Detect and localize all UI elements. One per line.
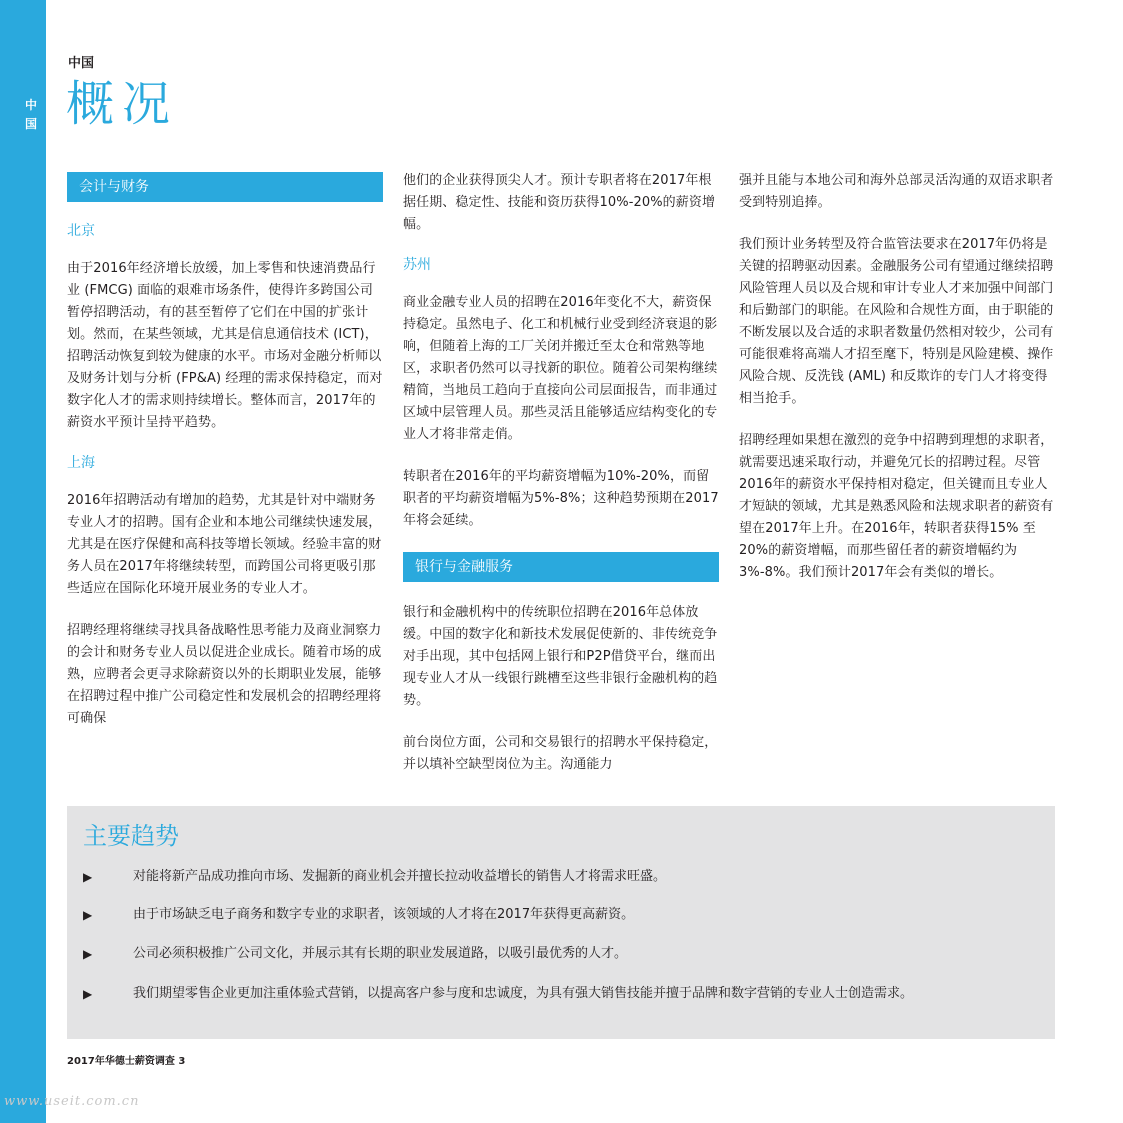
paragraph-continued: 他们的企业获得顶尖人才。预计专职者将在2017年根据任期、稳定性、技能和资历获得10%-20%的薪资增幅。 — [403, 173, 716, 232]
subheading-beijing: 北京 — [67, 223, 95, 239]
trend-text: 对能将新产品成功推向市场、发掘新的商业机会并擅长拉动收益增长的销售人才将需求旺盛。 — [133, 869, 667, 884]
trend-text: 我们期望零售企业更加注重体验式营销，以提高客户参与度和忠诚度，为具有强大销售技能并擅于品牌和数字营销的专业人士创造需求。 — [133, 986, 914, 1001]
watermark: www.useit.com.cn — [4, 1094, 140, 1109]
side-color-bar — [0, 0, 46, 1123]
arrow-bullet-icon: ▶ — [83, 987, 93, 1001]
page-title: 概况 — [66, 76, 179, 132]
subheading-shanghai: 上海 — [67, 455, 95, 471]
side-country-label: 中国 — [24, 98, 37, 131]
trend-text: 公司必须积极推广公司文化，并展示其有长期的职业发展道路，以吸引最优秀的人才。 — [133, 946, 628, 961]
page-footer: 2017年华德士薪资调查 3 — [67, 1056, 186, 1067]
section-bar-banking: 银行与金融服务 — [403, 552, 719, 582]
paragraph-shanghai-2: 招聘经理将继续寻找具备战略性思考能力及商业洞察力的会计和财务专业人员以促进企业成长。随着市场的成熟，应聘者会更寻求除薪资以外的长期职业发展，能够在招聘过程中推广公司稳定性和发展机会的招聘经理将可确保 — [67, 623, 382, 726]
paragraph-beijing: 由于2016年经济增长放缓，加上零售和快速消费品行业 (FMCG) 面临的艰难市场条件，使得许多跨国公司暂停招聘活动，有的甚至暂停了它们在中国的扩张计划。然而，在某些领域，尤其是信息通信技术 (ICT)，招聘活动恢复到较为健康的水平。市场对金融分析师以及财务计划与分析 (FP&A) 经理的需求保持稳定，而对数字化人才的需求则持续增长。整体而言，2017年的薪资水平预计呈持平趋势。 — [67, 261, 383, 430]
key-trends-panel — [67, 806, 1055, 1039]
paragraph-banking-2: 前台岗位方面，公司和交易银行的招聘水平保持稳定，并以填补空缺型岗位为主。沟通能力 — [403, 735, 718, 772]
arrow-bullet-icon: ▶ — [83, 908, 93, 922]
arrow-bullet-icon: ▶ — [83, 947, 93, 961]
paragraph-banking-4: 招聘经理如果想在激烈的竞争中招聘到理想的求职者，就需要迅速采取行动，并避免冗长的招聘过程。尽管2016年的薪资水平保持相对稳定，但关键而且专业人才短缺的领域，尤其是熟悉风险和法规求职者的薪资有望在2017年上升。在2016年，转职者获得15% 至20%的薪资增幅，而那些留任者的薪资增幅约为3%-8%。我们预计2017年会有类似的增长。 — [739, 433, 1054, 580]
arrow-bullet-icon: ▶ — [83, 870, 93, 884]
paragraph-continued-3: 强并且能与本地公司和海外总部灵活沟通的双语求职者受到特别追捧。 — [739, 173, 1054, 210]
paragraph-suzhou-2: 转职者在2016年的平均薪资增幅为10%-20%，而留职者的平均薪资增幅为5%-8%；这种趋势预期在2017年将会延续。 — [403, 469, 719, 528]
paragraph-banking-1: 银行和金融机构中的传统职位招聘在2016年总体放缓。中国的数字化和新技术发展促使新的、非传统竞争对手出现，其中包括网上银行和P2P借贷平台，继而出现专业人才从一线银行跳槽至这些非银行金融机构的趋势。 — [403, 605, 718, 708]
key-trends-title: 主要趋势 — [83, 822, 179, 850]
paragraph-suzhou-1: 商业金融专业人员的招聘在2016年变化不大，薪资保持稳定。虽然电子、化工和机械行业受到经济衰退的影响，但随着上海的工厂关闭并搬迁至太仓和常熟等地区，求职者仍然可以寻找新的职位。随着公司架构继续精简，当地员工趋向于直接向公司层面报告，而非通过区域中层管理人员。那些灵活且能够适应结构变化的专业人才将非常走俏。 — [403, 295, 718, 442]
column-2 — [403, 170, 719, 796]
paragraph-banking-3: 我们预计业务转型及符合监管法要求在2017年仍将是关键的招聘驱动因素。金融服务公司有望通过继续招聘风险管理人员以及合规和审计专业人才来加强中间部门和后勤部门的职能。在风险和合规性方面，由于职能的不断发展以及合适的求职者数量仍然相对较少，公司有可能很难将高端人才招至麾下，特别是风险建模、操作风险合规、反洗钱 (AML) 和反欺诈的专门人才将变得相当抢手。 — [739, 237, 1054, 406]
section-bar-accounting: 会计与财务 — [67, 172, 383, 202]
subheading-suzhou: 苏州 — [403, 257, 431, 273]
trend-text: 由于市场缺乏电子商务和数字专业的求职者，该领域的人才将在2017年获得更高薪资。 — [133, 907, 635, 922]
paragraph-shanghai-1: 2016年招聘活动有增加的趋势，尤其是针对中端财务专业人才的招聘。国有企业和本地公司继续快速发展，尤其是在医疗保健和高科技等增长领域。经验丰富的财务人员在2017年将继续转型，而跨国公司将更吸引那些适应在国际化环境开展业务的专业人才。 — [67, 493, 382, 596]
column-3 — [739, 170, 1055, 604]
country-label: 中国 — [68, 56, 95, 71]
column-1 — [67, 170, 383, 750]
